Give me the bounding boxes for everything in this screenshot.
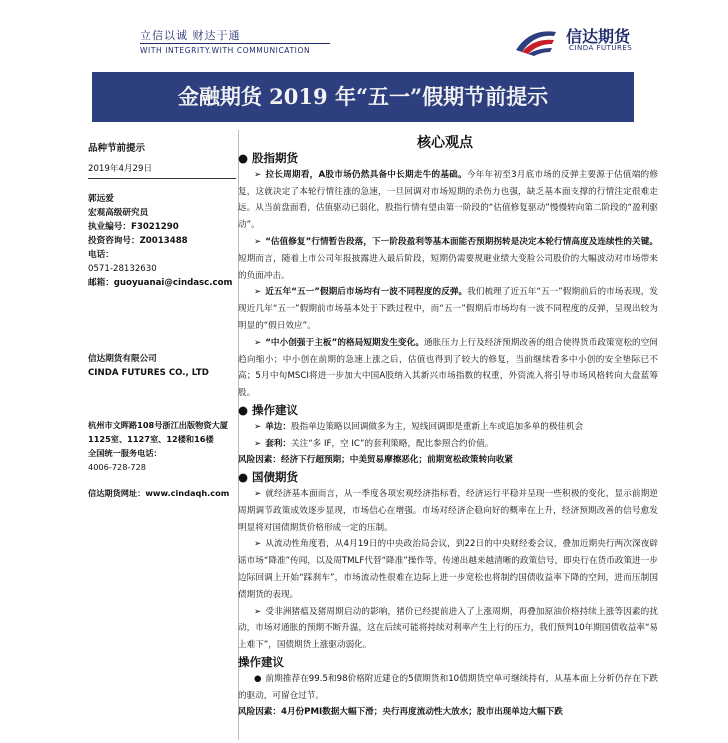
paragraph bbox=[238, 671, 658, 705]
risk-text: 4月份PMI数据大幅下滑；央行再度流动性大放水；股市出现单边大幅下跌 bbox=[280, 707, 563, 718]
main-content bbox=[238, 150, 658, 721]
paragraph bbox=[238, 167, 658, 234]
arrow-bullet-icon: ➢ bbox=[254, 236, 262, 247]
section-heading: 操作建议 bbox=[252, 402, 299, 417]
cinda-logo-icon bbox=[512, 26, 560, 56]
risk-line bbox=[238, 704, 658, 721]
company-english: CINDA FUTURES CO., LTD bbox=[88, 368, 209, 378]
hotline-number: 4006-728-728 bbox=[88, 462, 147, 472]
logo-chinese: 信达期货 bbox=[566, 27, 631, 46]
bullet-icon: ● bbox=[254, 673, 262, 684]
risk-line bbox=[238, 452, 658, 469]
arrow-bullet-icon: ➢ bbox=[254, 421, 262, 432]
section-heading: 操作建议 bbox=[238, 654, 284, 669]
bullet-icon: ● bbox=[238, 470, 249, 485]
phone-number: 0571-28132630 bbox=[88, 264, 157, 274]
analyst-name: 郭远爱 bbox=[88, 194, 114, 204]
section-index-futures bbox=[238, 150, 658, 167]
paragraph bbox=[238, 234, 658, 284]
slogan-english: WITH INTEGRITY.WITH COMMUNICATION bbox=[140, 46, 311, 55]
phone-label: 电话： bbox=[88, 250, 114, 260]
label: 单边： bbox=[265, 421, 291, 432]
address: 杭州市文晖路108号浙江出版物资大厦1125室、1127室、12楼和16楼 bbox=[88, 420, 228, 444]
paragraph bbox=[238, 536, 658, 603]
key-point: “中小创强于主板”的格局短期发生变化。 bbox=[265, 337, 425, 348]
paragraph bbox=[238, 284, 658, 334]
paragraph-text: 今年年初至3月底市场的反弹主要源于估值端的修复，这就决定了本轮行情往涨的急速，一旦回调对市场短期的杀伤力也强，缺乏基本面支撑的行情注定很难走远。从当前盘面看，估值驱动已弱化，股指行情有望由第一阶段的“估值修复驱动”慢慢转向第二阶段的“盈利驱动”。 bbox=[238, 169, 658, 231]
paragraph bbox=[238, 335, 658, 402]
paragraph-text: 短期而言，随着上市公司年报披露进入最后阶段，短期仍需要规避业绩大变脸公司股价的大幅波动对市场带来的负面冲击。 bbox=[238, 253, 658, 281]
arrow-bullet-icon: ➢ bbox=[254, 488, 262, 499]
hotline-label: 全国统一服务电话： bbox=[88, 448, 162, 458]
paragraph-text: 关注“多 IF，空 IC”的套利策略，配比参照合约价值。 bbox=[291, 438, 494, 449]
section-operation-2 bbox=[238, 654, 658, 671]
company-chinese: 信达期货有限公司 bbox=[88, 354, 157, 364]
report-title: 金融期货 2019 年“五一”假期节前提示 bbox=[177, 84, 549, 109]
company-info bbox=[88, 352, 238, 380]
arrow-bullet-icon: ➢ bbox=[254, 438, 262, 449]
bullet-icon: ● bbox=[238, 151, 249, 165]
paragraph bbox=[238, 486, 658, 536]
contact-info bbox=[88, 418, 238, 500]
key-point: “估值修复”行情暂告段落，下一阶段盈利等基本面能否预期拐转是决定本轮行情高度及连续性的关键。 bbox=[265, 236, 658, 247]
report-date: 2019年4月29日 bbox=[88, 164, 153, 174]
paragraph-text: 从流动性角度看，从4月19日的中央政治局会议，到22日的中央财经委会议，叠加近期央行两次深夜辟谣市场“降准”传闻，以及周TMLF代替“降准”操作等，传递出越来越清晰的政策信号，即央行在货币政策进一步边际回调上开始“踩刹车”，市场流动性很难在边际上进一步宽松也将制约国债收益率下降的空间，进而压制国债期货的表现。 bbox=[238, 539, 658, 600]
slogan-underline bbox=[140, 43, 330, 44]
analyst-info bbox=[88, 192, 238, 290]
label: 套利： bbox=[265, 438, 291, 449]
paragraph bbox=[238, 436, 658, 453]
bullet-icon: ● bbox=[238, 402, 249, 417]
paragraph-text: 我们梳理了近五年“五一”假期前后的市场表现，发现近几年“五一”假期前市场基本处于下跌过程中，而“五一”假期后市场均有一波不同程度的反弹，呈现出较为明显的“假日效应”。 bbox=[238, 287, 658, 331]
arrow-bullet-icon: ➢ bbox=[254, 169, 262, 180]
sidebar-heading: 品种节前提示 bbox=[88, 143, 146, 154]
slogan: 立信以诚 财达于通 bbox=[140, 29, 241, 42]
email: 邮箱：guoyuanai@cindasc.com bbox=[88, 278, 233, 288]
advisory-number: 投资咨询号：Z0013488 bbox=[88, 236, 188, 246]
paragraph bbox=[238, 419, 658, 436]
sidebar-divider bbox=[88, 178, 236, 179]
arrow-bullet-icon: ➢ bbox=[254, 287, 262, 298]
arrow-bullet-icon: ➢ bbox=[254, 606, 262, 617]
paragraph bbox=[238, 604, 658, 654]
analyst-role: 宏观高级研究员 bbox=[88, 208, 149, 218]
key-point: 拉长周期看，A股市场仍然具备中长期走牛的基础。 bbox=[265, 169, 467, 180]
paragraph-text: 前期推荐在99.5和98价格附近建仓的5债期货和10债期货空单可继续持有，从基本面上分析仍存在下跌的驱动，可留仓过节。 bbox=[238, 673, 658, 701]
logo-english: CINDA FUTURES bbox=[569, 44, 633, 52]
paragraph-text: 通胀压力上行及经济预期改善的组合使得货币政策宽松的空间趋向缩小；中小创在前期的急速上涨之后，估值也得到了较大的修复，当前继续看多中小创的安全垫际已不高；5月中旬MSCI将进一步加大中国A股纳入其新兴市场指数的权重，外资流入将引导市场风格转向大盘蓝筹股。 bbox=[238, 337, 658, 399]
license-number: 执业编号：F3021290 bbox=[88, 222, 179, 232]
paragraph-text: 股指单边策略以回调做多为主，短线回调即是重新上车或追加多单的极佳机会 bbox=[291, 421, 584, 432]
arrow-bullet-icon: ➢ bbox=[254, 539, 262, 550]
website: 信达期货网址：www.cindaqh.com bbox=[88, 488, 230, 498]
label: 风险因素： bbox=[238, 455, 281, 466]
section-heading: 国债期货 bbox=[252, 470, 299, 485]
title-banner bbox=[92, 72, 634, 122]
paragraph-text: 受非洲猪瘟及猪周期启动的影响，猪价已经提前进入了上涨周期，再叠加原油价格持续上涨等因素的扰动，市场对通胀的预期不断升温，这在后续可能将持续对利率产生上行的压力，我们预判10年期国债收益率“易上难下”，国债期货上涨驱动弱化。 bbox=[238, 606, 658, 651]
section-heading: 股指期货 bbox=[252, 151, 299, 165]
core-views-title: 核心观点 bbox=[417, 135, 473, 151]
paragraph-text: 就经济基本面而言，从一季度各项宏观经济指标看，经济运行平稳并呈现一些积极的变化，显示前期逆周期调节政策成效逐步显现，市场信心在增强。市场对经济企稳向好的概率在上升，经济预期改善的信号愈发明显将对国债期货价格形成一定的压制。 bbox=[238, 488, 658, 533]
section-operation bbox=[238, 402, 658, 419]
label: 风险因素： bbox=[238, 707, 281, 718]
key-point: 近五年“五一”假期后市场均有一波不同程度的反弹。 bbox=[265, 287, 468, 298]
risk-text: 经济下行超预期；中美贸易摩擦恶化；前期宽松政策转向收紧 bbox=[280, 455, 514, 466]
arrow-bullet-icon: ➢ bbox=[254, 337, 262, 348]
section-treasury-futures bbox=[238, 469, 658, 486]
